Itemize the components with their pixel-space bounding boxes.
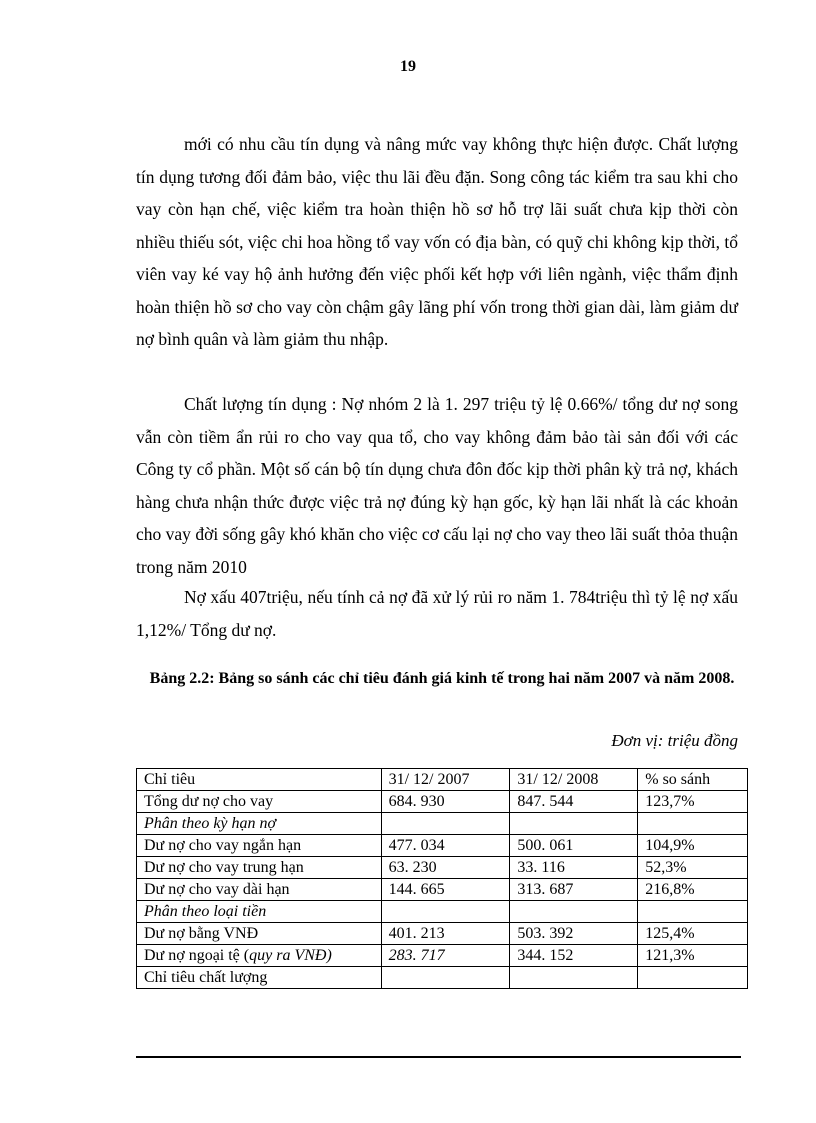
- row-percent: [638, 967, 748, 989]
- row-value-2008: [510, 813, 638, 835]
- comparison-table: [136, 768, 748, 989]
- header-2007: 31/ 12/ 2007: [381, 769, 510, 791]
- table-row: [137, 901, 748, 923]
- row-label: Chỉ tiêu chất lượng: [137, 967, 382, 989]
- footer-rule: [136, 1056, 741, 1058]
- row-value-2008: 33. 116: [510, 857, 638, 879]
- row-value-2008: 344. 152: [510, 945, 638, 967]
- row-value-2007: 401. 213: [381, 923, 510, 945]
- table-header-row: [137, 769, 748, 791]
- row-value-2007: [381, 967, 510, 989]
- row-value-2007: [381, 813, 510, 835]
- row-value-2007: [381, 901, 510, 923]
- header-2008: 31/ 12/ 2008: [510, 769, 638, 791]
- row-percent: 123,7%: [638, 791, 748, 813]
- table-row: [137, 835, 748, 857]
- row-percent: 52,3%: [638, 857, 748, 879]
- row-label: Dư nợ cho vay trung hạn: [137, 857, 382, 879]
- row-label-italic: quy ra VNĐ): [249, 947, 332, 964]
- row-value-2008: 503. 392: [510, 923, 638, 945]
- row-value-2007: 144. 665: [381, 879, 510, 901]
- body-text-2: [136, 388, 738, 583]
- row-percent: 121,3%: [638, 945, 748, 967]
- row-label: Tổng dư nợ cho vay: [137, 791, 382, 813]
- row-label: Dư nợ cho vay ngắn hạn: [137, 835, 382, 857]
- paragraph-credit-quality-intro: mới có nhu cầu tín dụng và nâng mức vay không thực hiện được. Chất lượng tín dụng tương đối đảm bảo, việc thu lãi đều đặn. Song công tác kiểm tra sau khi cho vay còn hạn chế, việc kiểm tra hoàn thiện hồ sơ hỗ trợ lãi suất chưa kịp thời còn nhiều thiếu sót, việc chi hoa hồng tổ vay vốn có địa bàn, có quỹ chi không kịp thời, tổ viên vay ké vay hộ ảnh hưởng đến việc phối kết hợp với liên ngành, việc thẩm định hoàn thiện hồ sơ cho vay còn chậm gây lãng phí vốn trong thời gian dài, làm giảm dư nợ bình quân và làm giảm thu nhập.: [136, 134, 738, 349]
- row-value-2008: 313. 687: [510, 879, 638, 901]
- row-label: Dư nợ cho vay dài hạn: [137, 879, 382, 901]
- row-label-main: Dư nợ ngoại tệ (: [144, 947, 250, 964]
- row-value-2008: [510, 901, 638, 923]
- row-percent: [638, 813, 748, 835]
- table-row: [137, 791, 748, 813]
- table-row: [137, 857, 748, 879]
- table-caption: Bảng 2.2: Bảng so sánh các chỉ tiêu đánh giá kinh tế trong hai năm 2007 và năm 2008.: [149, 670, 735, 687]
- body-text: [136, 128, 738, 356]
- page-number: 19: [400, 58, 416, 74]
- row-value-2008: [510, 967, 638, 989]
- table-row: [137, 923, 748, 945]
- row-percent: 125,4%: [638, 923, 748, 945]
- row-value-2007: 477. 034: [381, 835, 510, 857]
- row-value-2007: 684. 930: [381, 791, 510, 813]
- table-row: [137, 813, 748, 835]
- row-value-2008: 500. 061: [510, 835, 638, 857]
- table-row: [137, 945, 748, 967]
- row-value-2007: 283. 717: [381, 945, 510, 967]
- table-row: [137, 879, 748, 901]
- paragraph-credit-quality: Chất lượng tín dụng : Nợ nhóm 2 là 1. 297 triệu tỷ lệ 0.66%/ tổng dư nợ song vẫn còn tiềm ẩn rủi ro cho vay qua tổ, cho vay không đảm bảo tài sản đối với các Công ty cổ phần. Một số cán bộ tín dụng chưa đôn đốc kịp thời phân kỳ trả nợ, khách hàng chưa nhận thức được việc trả nợ đúng kỳ hạn gốc, kỳ hạn lãi nhất là các khoản cho vay đời sống gây khó khăn cho việc cơ cấu lại nợ cho vay theo lãi suất thỏa thuận trong năm 2010: [136, 394, 738, 577]
- row-value-2008: 847. 544: [510, 791, 638, 813]
- row-group-label: Phân theo loại tiền: [137, 901, 382, 923]
- header-indicator: Chỉ tiêu: [137, 769, 382, 791]
- row-group-label: Phân theo kỳ hạn nợ: [137, 813, 382, 835]
- table-row: [137, 967, 748, 989]
- paragraph-bad-debt: Nợ xấu 407triệu, nếu tính cả nợ đã xử lý rủi ro năm 1. 784triệu thì tỷ lệ nợ xấu 1,12%/ Tổng dư nợ.: [136, 587, 738, 640]
- body-text-3: [136, 581, 738, 646]
- row-percent: 216,8%: [638, 879, 748, 901]
- unit-note: Đơn vị: triệu đồng: [611, 731, 738, 750]
- row-percent: 104,9%: [638, 835, 748, 857]
- row-label: Dư nợ bằng VNĐ: [137, 923, 382, 945]
- row-label: [137, 945, 382, 967]
- row-percent: [638, 901, 748, 923]
- row-value-2007: 63. 230: [381, 857, 510, 879]
- header-percent: % so sánh: [638, 769, 748, 791]
